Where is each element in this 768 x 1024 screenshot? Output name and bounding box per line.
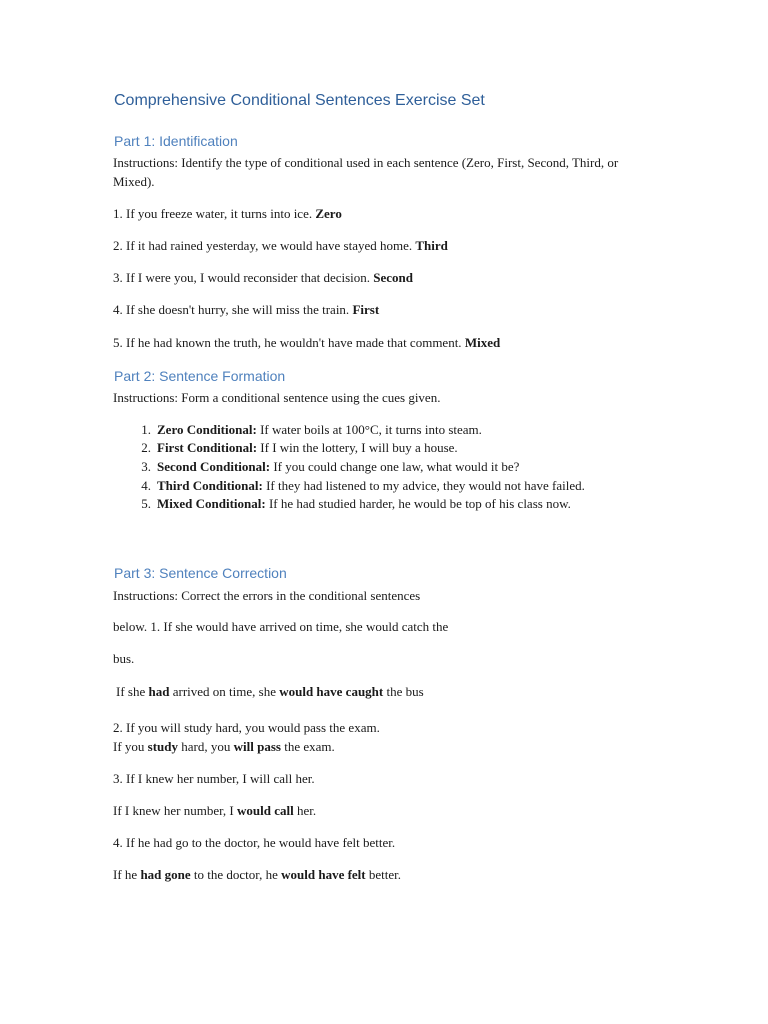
part2-item-3 — [131, 458, 519, 476]
part1-instructions: Instructions: Identify the type of conditional used in each sentence (Zero, First, Second, Third, or Mixed). — [113, 155, 619, 189]
list-number: 5. — [141, 496, 151, 511]
text-span: If you — [113, 739, 148, 754]
item-question: 3. If I were you, I would reconsider that decision. — [113, 270, 371, 285]
question-4: 4. If he had go to the doctor, he would have felt better. — [113, 835, 396, 850]
part2-instructions: Instructions: Form a conditional sentence using the cues given. — [113, 390, 441, 405]
text-span: If I knew her number, I — [113, 803, 238, 818]
part2-item-2 — [131, 439, 458, 457]
item-answer: First — [352, 302, 380, 317]
list-number: 3. — [141, 459, 151, 474]
bold-span: had gone — [140, 867, 191, 882]
part1-item-2 — [113, 236, 448, 255]
text-span: hard, you — [178, 739, 234, 754]
part1-item-1 — [113, 204, 342, 223]
bold-span: would have felt — [281, 867, 366, 882]
text-span: the exam. — [280, 739, 335, 754]
item-label: Mixed Conditional: — [157, 496, 266, 511]
item-answer: Second — [373, 270, 414, 285]
item-question: 5. If he had known the truth, he wouldn't have made that comment. — [113, 335, 462, 350]
item-label: First Conditional: — [157, 440, 258, 455]
text-span: better. — [365, 867, 402, 882]
part3-heading: Part 3: Sentence Correction — [114, 565, 287, 581]
part2-heading: Part 2: Sentence Formation — [114, 368, 286, 384]
item-text: If they had listened to my advice, they would not have failed. — [262, 478, 585, 493]
text-span: the bus — [383, 684, 424, 699]
part1-item-4 — [113, 300, 379, 319]
item-label: Second Conditional: — [157, 459, 271, 474]
question-2: 2. If you will study hard, you would pass the exam. — [113, 720, 380, 735]
correction-3 — [113, 801, 316, 820]
text-span: her. — [293, 803, 317, 818]
part3-instructions: Instructions: Correct the errors in the conditional sentences — [113, 588, 421, 603]
item-question: 2. If it had rained yesterday, we would have stayed home. — [113, 238, 416, 253]
item-answer: Zero — [315, 206, 342, 221]
part1-heading: Part 1: Identification — [114, 133, 238, 149]
item-question: 4. If she doesn't hurry, she will miss the train. — [113, 302, 350, 317]
bold-span: study — [147, 739, 179, 754]
part1-item-3 — [113, 268, 413, 287]
item-label: Third Conditional: — [157, 478, 263, 493]
text-span: If she — [116, 684, 149, 699]
list-number: 1. — [141, 422, 151, 437]
part2-item-4 — [131, 477, 585, 495]
list-number: 2. — [141, 440, 151, 455]
part1-item-5 — [113, 333, 500, 352]
bold-span: would call — [237, 803, 294, 818]
part2-item-5 — [131, 495, 571, 513]
bold-span: would have caught — [279, 684, 384, 699]
item-text: If you could change one law, what would it be? — [270, 459, 520, 474]
document-title: Comprehensive Conditional Sentences Exercise Set — [114, 92, 485, 109]
part2-item-1 — [131, 421, 482, 439]
item-text: If water boils at 100°C, it turns into steam. — [256, 422, 482, 437]
part3-line: below. 1. If she would have arrived on time, she would catch the — [113, 619, 449, 634]
question-3: 3. If I knew her number, I will call her. — [113, 771, 315, 786]
item-answer: Mixed — [464, 335, 501, 350]
item-text: If he had studied harder, he would be top of his class now. — [265, 496, 571, 511]
part3-line: bus. — [113, 651, 135, 666]
text-span: to the doctor, he — [190, 867, 282, 882]
text-span: arrived on time, she — [169, 684, 280, 699]
bold-span: had — [148, 684, 170, 699]
correction-4 — [113, 865, 401, 884]
item-question: 1. If you freeze water, it turns into ice. — [113, 206, 313, 221]
item-answer: Third — [415, 238, 448, 253]
item-text: If I win the lottery, I will buy a house. — [257, 440, 458, 455]
list-number: 4. — [141, 478, 151, 493]
correction-1 — [116, 682, 424, 701]
text-span: If he — [113, 867, 141, 882]
bold-span: will pass — [233, 739, 281, 754]
correction-2 — [113, 737, 335, 756]
item-label: Zero Conditional: — [157, 422, 257, 437]
